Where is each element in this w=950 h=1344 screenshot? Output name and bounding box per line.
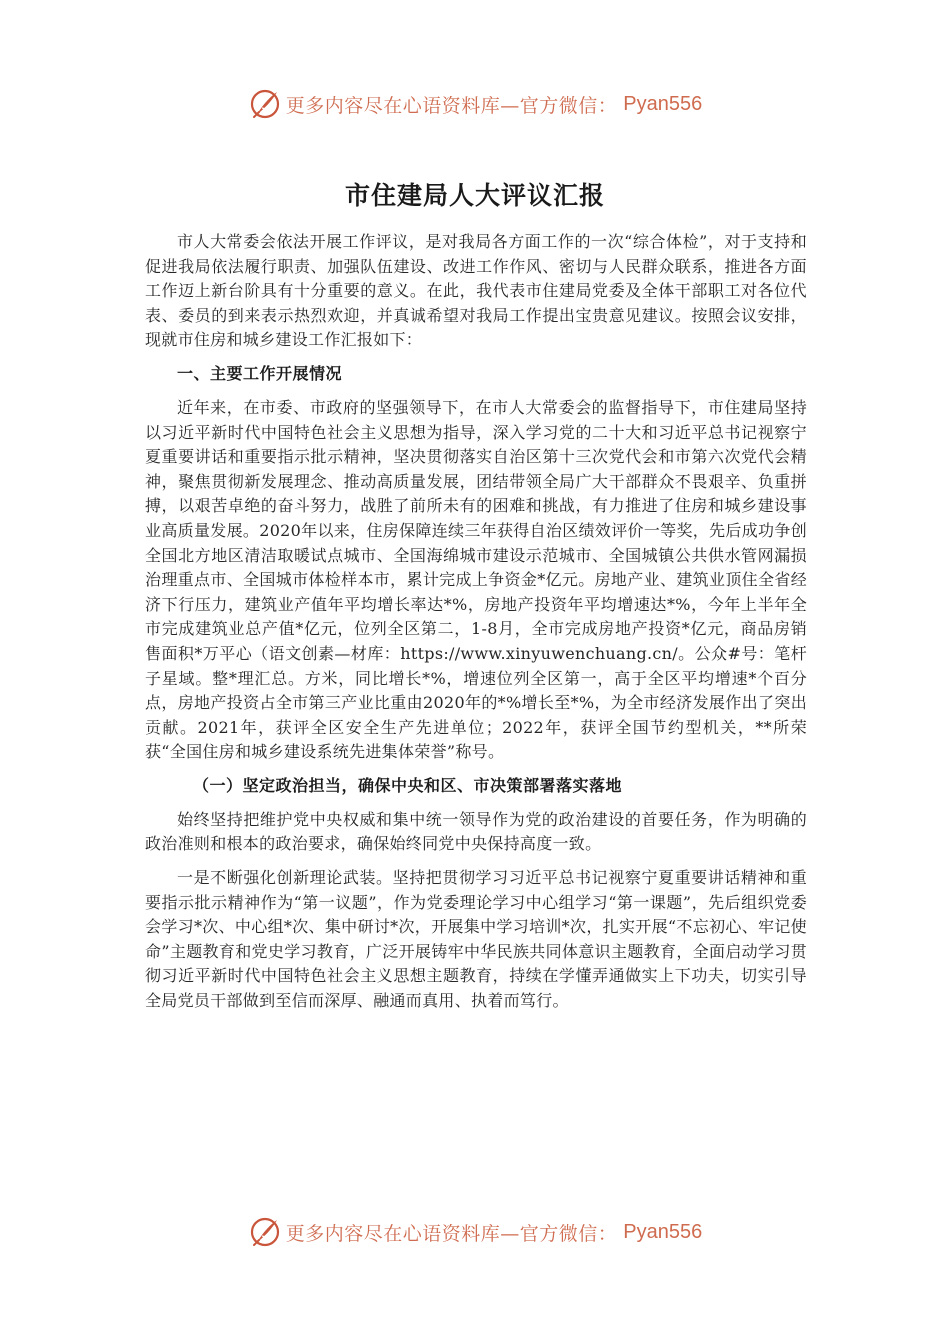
header-banner — [0, 84, 950, 124]
subsection-paragraph-political: 始终坚持把维护党中央权威和集中统一领导作为党的政治建设的首要任务，作为明确的政治准则和根本的政治要求，确保始终同党中央保持高度一致。 — [145, 809, 807, 854]
banner-wechat-id: Pyan556 — [623, 92, 703, 115]
section-paragraph-overview: 近年来，在市委、市政府的坚强领导下，在市人大常委会的监督指导下，市住建局坚持以习近平新时代中国特色社会主义思想为指导，深入学习党的二十大和习近平总书记视察宁夏重要讲话和重要指示批示精神，坚决贯彻落实自治区第十三次党代会和市第六次党代会精神，聚焦贯彻新发展理念、推动高质量发展，团结带领全局广大干部群众不畏艰辛、负重拼搏，以艰苦卓绝的奋斗努力，战胜了前所未有的困难和挑战，有力推进了住房和城乡建设事业高质量发展。2020年以来，住房保障连续三年获得自治区绩效评价一等奖，先后成功争创全国北方地区清洁取暖试点城市、全国海绵城市建设示范城市、全国城镇公共供水管网漏损治理重点市、全国城市体检样本市，累计完成上争资金*亿元。房地产业、建筑业顶住全省经济下行压力，建筑业产值年平均增长率达*%，房地产投资年平均增速达*%，今年上半年全市完成建筑业总产值*亿元，位列全区第二，1-8月，全市完成房地产投资*亿元，商品房销售面积*万平心（语文创素—材库：https://www.xinyuwenchuang.cn/。公众#号：笔杆子星域。整*理汇总。方米，同比增长*%，增速位列全区第一，高于全区平均增速*个百分点，房地产投资占全市第三产业比重由2020年的*%增长至*%，为全市经济发展作出了突出贡献。2021年，获评全区安全生产先进单位；2022年，获评全国节约型机关，**所荣获“全国住房和城乡建设系统先进集体荣誉”称号。 — [145, 397, 807, 762]
quill-pen-logo-icon — [248, 1215, 282, 1249]
section-heading-main-work: 一、主要工作开展情况 — [177, 363, 343, 383]
subsection-heading-political: （一）坚定政治担当，确保中央和区、市决策部署落实落地 — [193, 775, 623, 795]
banner-text: 更多内容尽在心语资料库—官方微信： — [285, 1222, 618, 1245]
document-title: 市住建局人大评议汇报 — [344, 181, 605, 210]
footer-banner — [0, 1212, 950, 1252]
banner-wechat-id: Pyan556 — [623, 1220, 703, 1243]
quill-pen-logo-icon — [248, 87, 282, 121]
intro-paragraph: 市人大常委会依法开展工作评议，是对我局各方面工作的一次“综合体检”，对于支持和促进我局依法履行职责、加强队伍建设、改进工作作风、密切与人民群众联系，推进各方面工作迈上新台阶具有十分重要的意义。在此，我代表市住建局党委及全体干部职工对各位代表、委员的到来表示热烈欢迎，并真诚希望对我局工作提出宝贵意见建议。按照会议安排，现就市住房和城乡建设工作汇报如下： — [145, 232, 807, 350]
banner-text: 更多内容尽在心语资料库—官方微信： — [285, 94, 618, 117]
document-body — [145, 230, 807, 1023]
point-paragraph-theory: 一是不断强化创新理论武装。坚持把贯彻学习习近平总书记视察宁夏重要讲话精神和重要指示批示精神作为“第一议题”，作为党委理论学习中心组学习“第一课题”，先后组织党委会学习*次、中心组*次、集中研讨*次，开展集中学习培训*次，扎实开展“不忘初心、牢记使命”主题教育和党史学习教育，广泛开展铸牢中华民族共同体意识主题教育，全面启动学习贯彻习近平新时代中国特色社会主义思想主题教育，持续在学懂弄通做实上下功夫，切实引导全局党员干部做到至信而深厚、融通而真用、执着而笃行。 — [145, 868, 807, 1011]
